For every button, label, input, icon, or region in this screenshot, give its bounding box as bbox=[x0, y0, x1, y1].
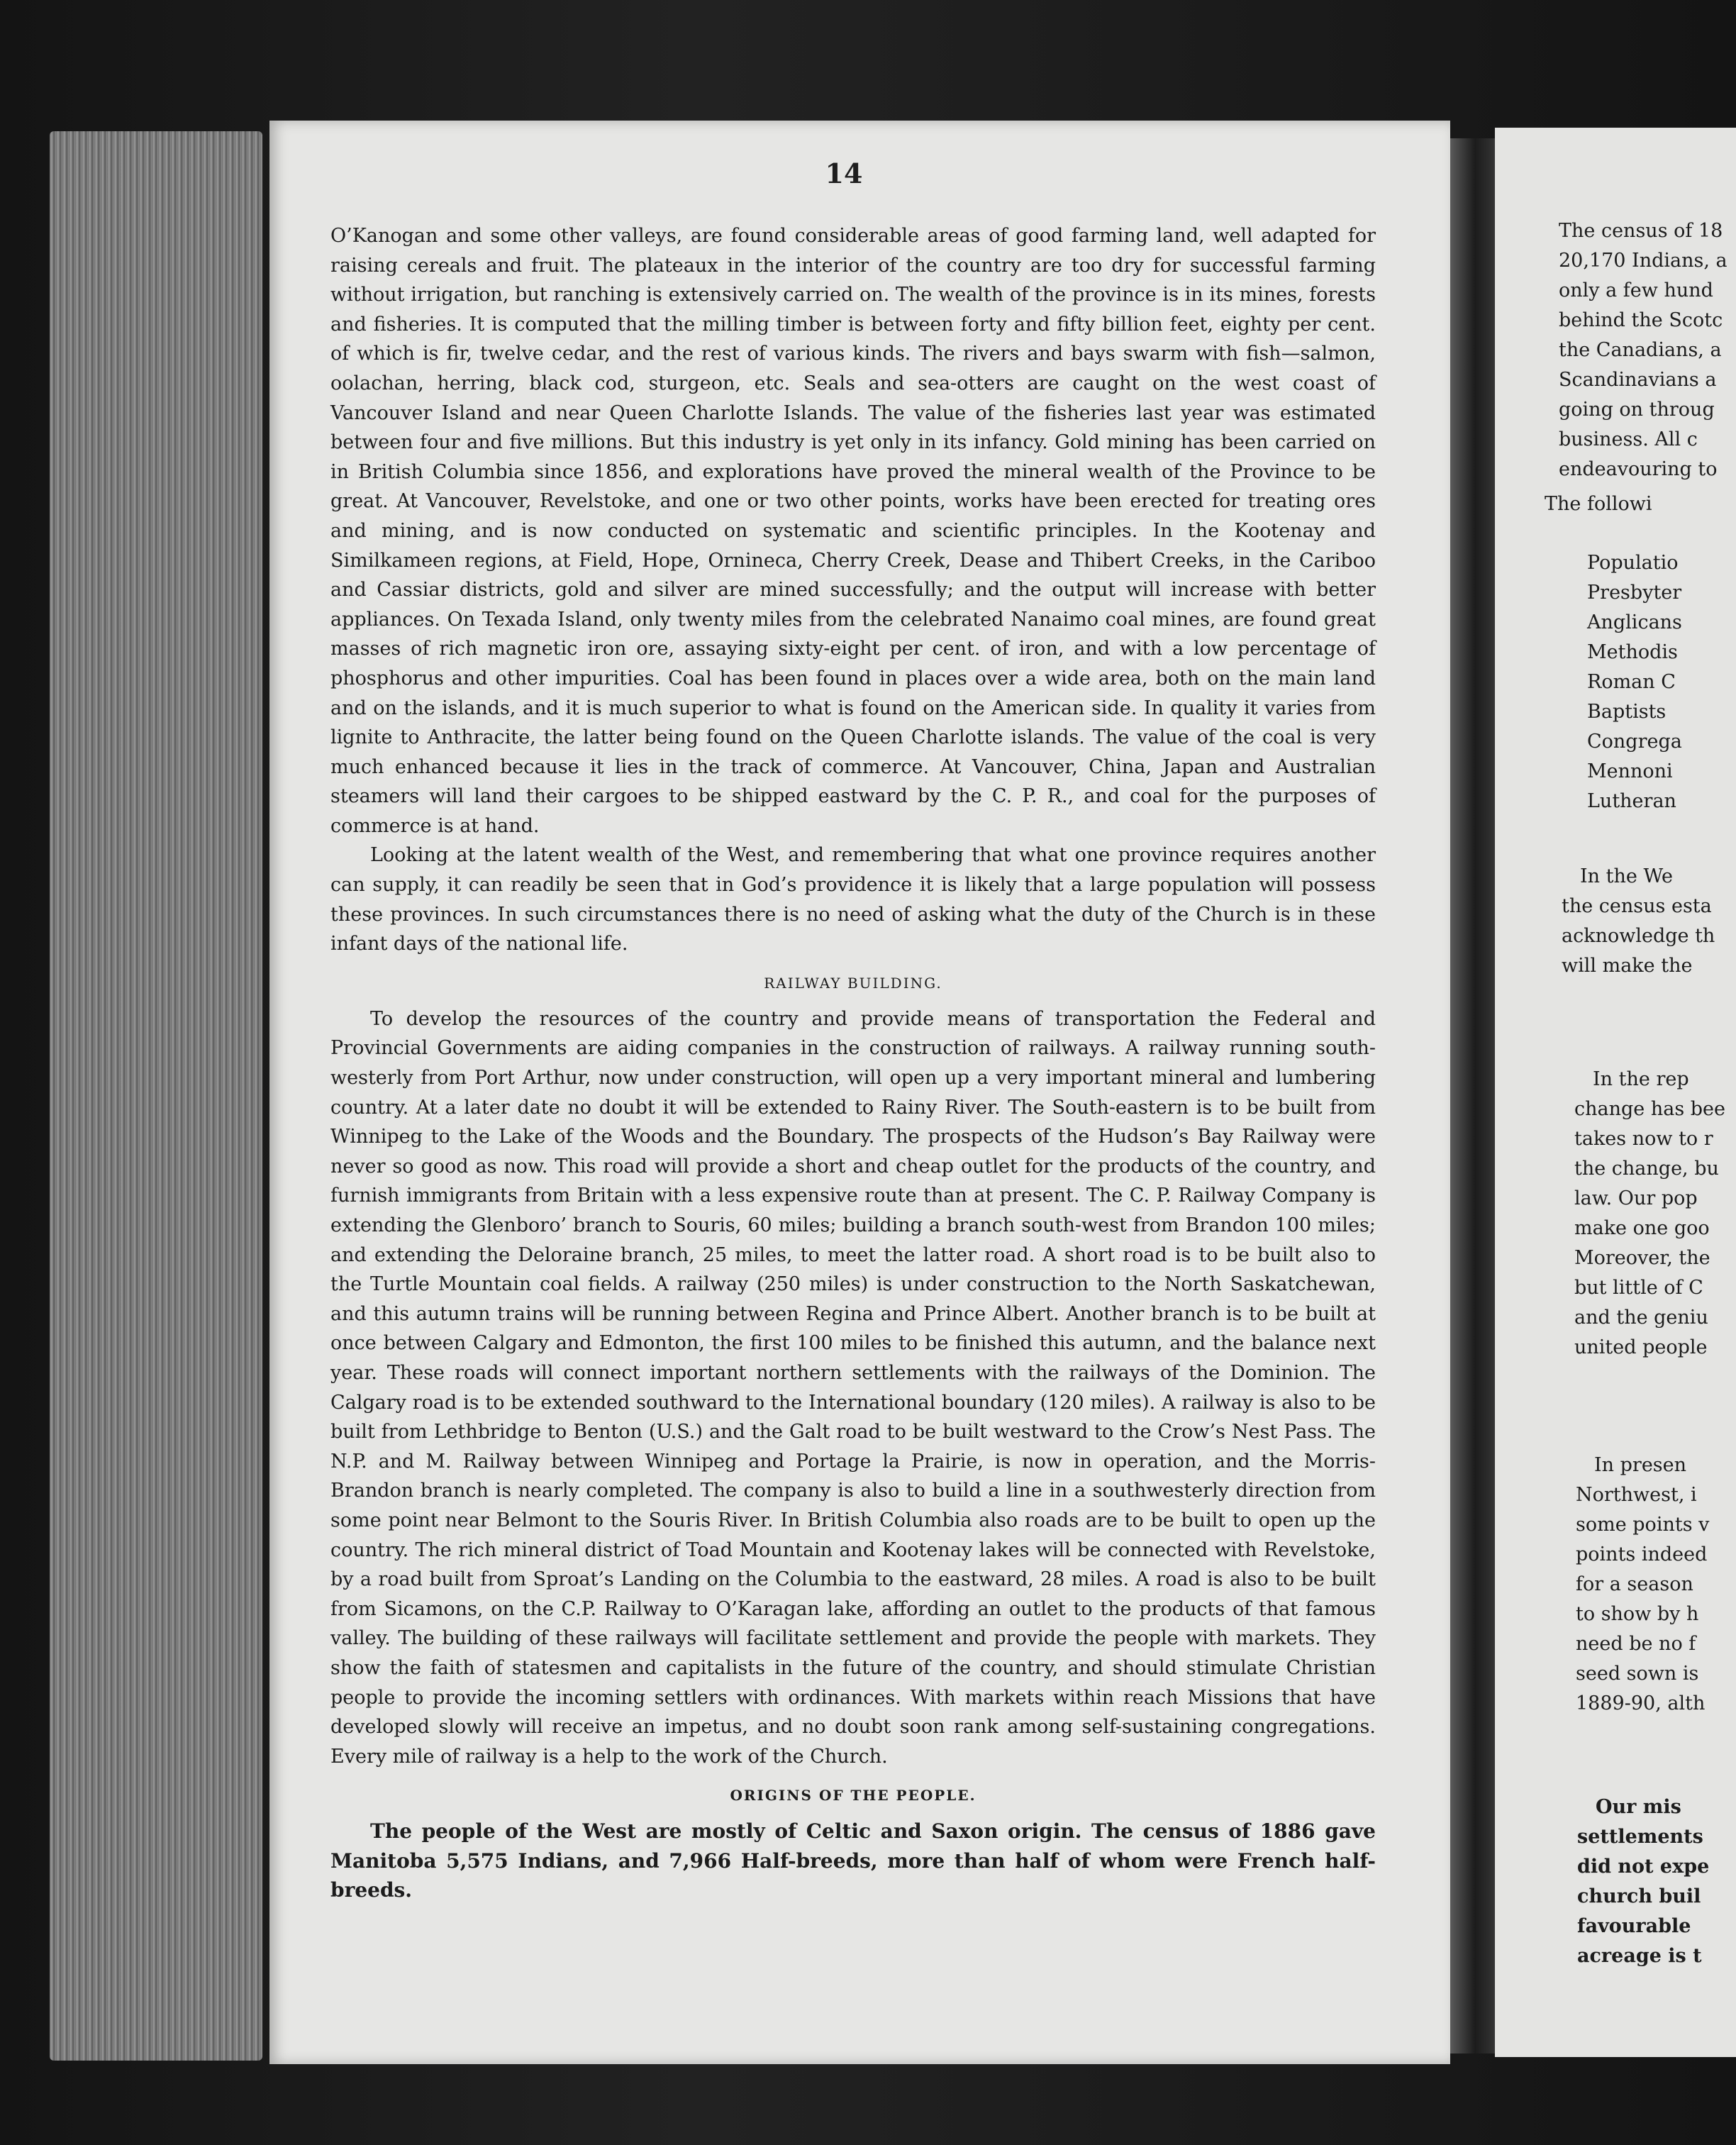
right-line: acreage is t bbox=[1577, 1945, 1702, 1967]
right-line: endeavouring to bbox=[1559, 458, 1718, 480]
right-line: Moreover, the bbox=[1574, 1247, 1710, 1269]
right-line: and the geniu bbox=[1574, 1307, 1708, 1329]
right-line: law. Our pop bbox=[1574, 1187, 1698, 1209]
right-line: Our mis bbox=[1596, 1796, 1681, 1818]
right-line: the census esta bbox=[1562, 895, 1712, 917]
paragraph-british-columbia: O’Kanogan and some other valleys, are found considerable areas of good farming land, well adapted for raising cereals and fruit. The plateaux in the interior of the country are too dry for successful farming without irrigation, but ranching is extensively carried on. The wealth of the province is in its mines, forests and fisheries. It is computed that the milling timber is between forty and fifty billion feet, eighty per cent. of which is fir, twelve cedar, and the rest of various kinds. The rivers and bays swarm with fish—salmon, oolachan, herring, black cod, sturgeon, etc. Seals and sea-otters are caught on the west coast of Vancouver Island and near Queen Charlotte Islands. The value of the fisheries last year was estimated between four and five millions. But this industry is yet only in its infancy. Gold mining has been carried on in British Columbia since 1856, and explorations have proved the mineral wealth of the Province to be great. At Vancouver, Revelstoke, and one or two other points, works have been erected for treating ores and mining, and is now conducted on systematic and scientific principles. In the Kootenay and Similkameen regions, at Field, Hope, Ornineca, Cherry Creek, Dease and Thibert Creeks, in the Cariboo and Cassiar districts, gold and silver are mined successfully; and the output will increase with better appliances. On Texada Island, only twenty miles from the celebrated Nanaimo coal mines, are found great masses of rich magnetic iron ore, assaying sixty-eight per cent. of iron, and with a low percentage of phosphorus and other impurities. Coal has been found in places over a wide area, both on the main land and on the islands, and it is much superior to what is found on the American side. In quality it varies from lignite to Anthracite, the latter being found on the Queen Charlotte islands. The value of the coal is very much enhanced because it lies in the track of commerce. At Vancouver, China, Japan and Australian steamers will land their cargoes to be shipped eastward by the C. P. R., and coal for the purposes of commerce is at hand. bbox=[330, 225, 1376, 837]
right-line: make one goo bbox=[1574, 1217, 1710, 1239]
table-row: Congrega bbox=[1587, 731, 1682, 753]
table-row: Presbyter bbox=[1587, 582, 1682, 604]
paragraph-latent-wealth: Looking at the latent wealth of the West, and remembering that what one province requires another can supply, it can readily be seen that in God’s providence it is likely that a large population will possess these provinces. In such circumstances there is no need of asking what the duty of the Church is in these infant days of the national life. bbox=[330, 844, 1376, 955]
table-row: Lutheran bbox=[1587, 790, 1676, 812]
right-line: the change, bu bbox=[1574, 1158, 1719, 1180]
right-line: takes now to r bbox=[1574, 1128, 1713, 1150]
book-page-edges bbox=[50, 131, 262, 2061]
right-line: need be no f bbox=[1576, 1633, 1696, 1655]
right-line: church buil bbox=[1577, 1885, 1701, 1907]
right-line: going on throug bbox=[1559, 399, 1715, 421]
table-row: Baptists bbox=[1587, 701, 1667, 723]
table-row: Anglicans bbox=[1587, 611, 1682, 633]
right-line: Northwest, i bbox=[1576, 1484, 1697, 1506]
right-line: favourable bbox=[1577, 1915, 1691, 1937]
table-row: Roman C bbox=[1587, 671, 1676, 693]
right-line: behind the Scotc bbox=[1559, 309, 1723, 331]
right-line: for a season bbox=[1576, 1573, 1693, 1595]
right-line: In presen bbox=[1594, 1454, 1687, 1476]
right-line: some points v bbox=[1576, 1514, 1710, 1536]
right-line: The census of 18 bbox=[1559, 220, 1723, 242]
right-line: In the We bbox=[1580, 865, 1673, 887]
right-line: did not expe bbox=[1577, 1856, 1710, 1878]
right-line: to show by h bbox=[1576, 1603, 1699, 1625]
table-row: Methodis bbox=[1587, 641, 1678, 663]
heading-origins-of-the-people: ORIGINS OF THE PEOPLE. bbox=[730, 1787, 976, 1805]
paragraph-railway-building: To develop the resources of the country and provide means of transportation the Federal and Provincial Governments are aiding companies in the construction of railways. A railway running south-westerly from Port Arthur, now under construction, will open up a very important mineral and lumbering country. At a later date no doubt it will be extended to Rainy River. The South-eastern is to be built from Winnipeg to the Lake of the Woods and the Boundary. The prospects of the Hudson’s Bay Railway were never so good as now. This road will provide a short and cheap outlet for the products of the country, and furnish immigrants from Britain with a less expensive route than at present. The C. P. Railway Company is extending the Glenboro’ branch to Souris, 60 miles; building a branch south-west from Brandon 100 miles; and extending the Deloraine branch, 25 miles, to meet the latter road. A short road is to be built also to the Turtle Mountain coal fields. A railway (250 miles) is under construction to the North Saskatchewan, and this autumn trains will be running between Regina and Prince Albert. Another branch is to be built at once between Calgary and Edmonton, the first 100 miles to be finished this autumn, and the balance next year. These roads will connect important northern settlements with the railways of the Dominion. The Calgary road is to be extended southward to the International boundary (120 miles). A railway is also to be built from Lethbridge to Benton (U.S.) and the Galt road to be built westward to the Crow’s Nest Pass. The N.P. and M. Railway between Winnipeg and Portage la Prairie, is now in operation, and the Morris-Brandon branch is nearly completed. The company is also to build a line in a southwesterly direction from some point near Belmont to the Souris River. In British Columbia also roads are to be built to open up the country. The rich mineral district of Toad Mountain and Kootenay lakes will be connected with Revelstoke, by a road built from Sproat’s Landing on the Columbia to the eastward, 28 miles. A road is also to be built from Sicamons, on the C.P. Railway to O’Karagan lake, affording an outlet to the products of that famous valley. The building of these railways will facilitate settlement and provide the people with markets. They show the faith of statesmen and capitalists in the future of the country, and should stimulate Christian people to provide the incoming settlers with ordinances. With markets within reach Missions that have developed slowly will receive an impetus, and no doubt soon rank among self-sustaining congregations. Every mile of railway is a help to the work of the Church. bbox=[330, 1007, 1376, 1768]
right-line: points indeed bbox=[1576, 1543, 1708, 1565]
book-gutter bbox=[1450, 138, 1500, 2053]
right-line: In the rep bbox=[1593, 1068, 1689, 1090]
right-line: The followi bbox=[1545, 493, 1652, 515]
right-line: Scandinavians a bbox=[1559, 369, 1717, 391]
page-number: 14 bbox=[825, 157, 863, 189]
right-line: united people bbox=[1574, 1336, 1708, 1358]
right-line: 20,170 Indians, a bbox=[1559, 250, 1727, 272]
right-line: settlements bbox=[1577, 1826, 1703, 1848]
right-line: the Canadians, a bbox=[1559, 339, 1722, 361]
table-row: Mennoni bbox=[1587, 760, 1673, 782]
right-line: change has bee bbox=[1574, 1098, 1726, 1120]
right-line: 1889-90, alth bbox=[1576, 1692, 1706, 1714]
right-line: but little of C bbox=[1574, 1277, 1703, 1299]
heading-railway-building: RAILWAY BUILDING. bbox=[764, 974, 942, 992]
right-line: will make the bbox=[1562, 955, 1693, 977]
right-line: seed sown is bbox=[1576, 1663, 1699, 1685]
left-page-text bbox=[330, 221, 1376, 1905]
right-line: business. All c bbox=[1559, 428, 1698, 450]
right-line: acknowledge th bbox=[1562, 925, 1715, 947]
right-line: only a few hund bbox=[1559, 279, 1713, 301]
paragraph-origins: The people of the West are mostly of Celtic and Saxon origin. The census of 1886 gave Manitoba 5,575 Indians, and 7,966 Half-breeds, more than half of whom were French half-breeds. bbox=[330, 1819, 1376, 1902]
table-row: Populatio bbox=[1587, 552, 1679, 574]
